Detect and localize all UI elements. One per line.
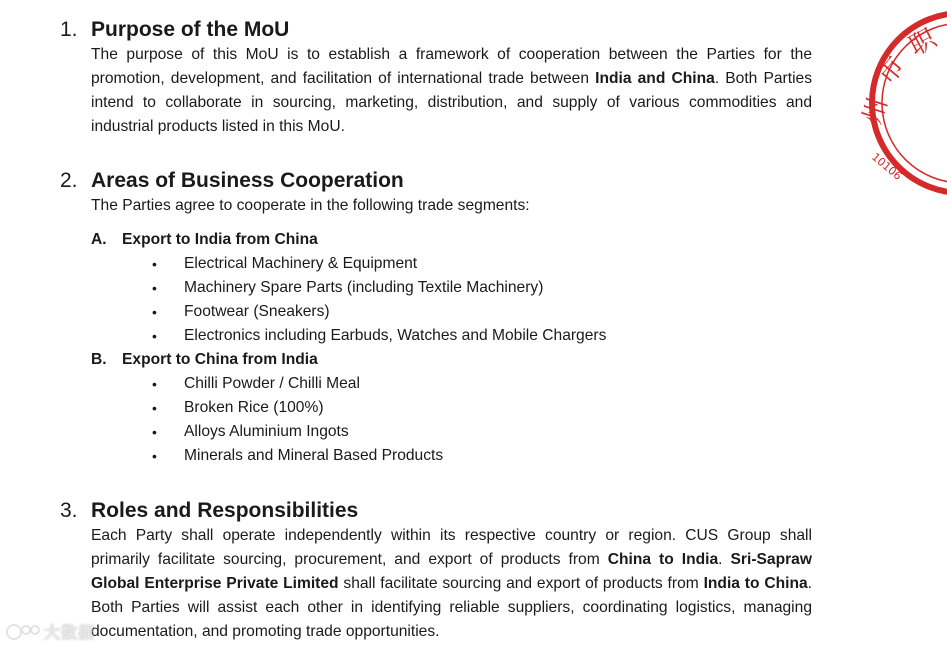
list-item — [60, 324, 812, 348]
section-number: 1. — [60, 18, 78, 41]
seal-char: 州 — [857, 94, 894, 129]
list-item — [60, 372, 812, 396]
bullet-icon: • — [152, 256, 157, 272]
watermark-logo-icon — [6, 622, 40, 642]
company-seal-stamp — [857, 8, 947, 198]
list-item — [60, 276, 812, 300]
section-purpose — [60, 17, 812, 139]
section-title: Areas of Business Cooperation — [91, 169, 404, 192]
list-item — [60, 252, 812, 276]
section-number: 3. — [60, 499, 78, 522]
list-item-text: Electrical Machinery & Equipment — [184, 255, 418, 272]
bold-text-run: India and China — [595, 70, 715, 87]
bullet-icon: • — [152, 328, 157, 344]
section-paragraph — [91, 524, 812, 644]
text-run: . — [718, 551, 731, 568]
watermark — [6, 620, 95, 643]
list-item-text: Chilli Powder / Chilli Meal — [184, 375, 360, 392]
bullet-list — [60, 372, 812, 468]
section-areas — [60, 168, 812, 468]
section-heading — [60, 168, 812, 194]
subsection-title: Export to China from India — [122, 351, 318, 368]
text-run: shall facilitate sourcing and export of products from — [338, 575, 704, 592]
list-item-text: Footwear (Sneakers) — [184, 303, 330, 320]
section-number: 2. — [60, 169, 78, 192]
bold-text-run: Sri-Sapraw Global Enterprise Private Limited — [91, 551, 812, 592]
text-run: The purpose of this MoU is to establish a framework of cooperation between the Parties for the promotion, development, and facilitation of international trade between — [91, 46, 812, 87]
bullet-icon: • — [152, 400, 157, 416]
seal-number: 10106 — [869, 150, 905, 183]
bold-text-run: China to India — [607, 551, 719, 568]
subsection-letter: A. — [91, 231, 107, 248]
section-title: Roles and Responsibilities — [91, 499, 359, 522]
text-run: Each Party shall operate independently within its respective country or region. CUS Group shall primarily facilitate sourcing, procurement, and export of products from — [91, 527, 812, 568]
section-paragraph — [91, 43, 812, 139]
subsection-heading — [91, 228, 812, 252]
section-lead-text: The Parties agree to cooperate in the following trade segments: — [91, 197, 530, 214]
bullet-icon: • — [152, 424, 157, 440]
section-title: Purpose of the MoU — [91, 18, 290, 41]
bold-text-run: India to China — [703, 575, 808, 592]
section-roles — [60, 498, 812, 644]
list-item-text: Machinery Spare Parts (including Textile Machinery) — [184, 279, 544, 296]
section-heading — [60, 17, 812, 43]
seal-char: 市 — [871, 51, 912, 91]
bullet-icon: • — [152, 448, 157, 464]
list-item — [60, 396, 812, 420]
list-item-text: Electronics including Earbuds, Watches and Mobile Chargers — [184, 327, 607, 344]
bullet-list — [60, 252, 812, 348]
subsection-title: Export to India from China — [122, 231, 318, 248]
subsection-letter: B. — [91, 351, 107, 368]
text-run: . Both Parties will assist each other in identifying reliable suppliers, coordinating logistics, managing documentation, and promoting trade opportunities. — [91, 575, 812, 640]
subsection-list — [60, 228, 812, 468]
text-run: . Both Parties intend to collaborate in sourcing, marketing, distribution, and supply of various commodities and industrial products listed in this MoU. — [91, 70, 813, 135]
list-item — [60, 300, 812, 324]
list-item-text: Alloys Aluminium Ingots — [184, 423, 349, 440]
subsection-heading — [91, 348, 812, 372]
bullet-icon: • — [152, 376, 157, 392]
watermark-text: 大数据 — [44, 625, 96, 642]
bullet-icon: • — [152, 304, 157, 320]
section-heading — [60, 498, 812, 524]
list-item — [60, 444, 812, 468]
list-item — [60, 420, 812, 444]
bullet-icon: • — [152, 280, 157, 296]
seal-char: 职 — [904, 23, 942, 63]
list-item-text: Broken Rice (100%) — [184, 399, 324, 416]
list-item-text: Minerals and Mineral Based Products — [184, 447, 444, 464]
